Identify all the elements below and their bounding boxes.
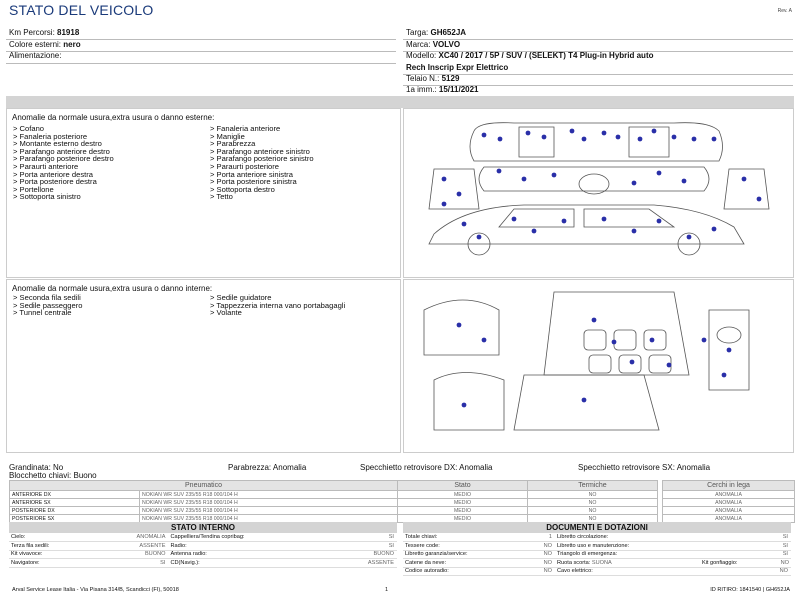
- table-cell: MEDIO: [398, 507, 528, 515]
- table-cell: Cavo elettrico:: [555, 567, 700, 576]
- damage-marker: [630, 360, 635, 365]
- table-cell: NO: [530, 550, 555, 559]
- table-cell: NO: [700, 567, 791, 576]
- telaio-field: Telaio N.: 5129: [406, 74, 460, 83]
- table-cell: ASSENTE: [332, 559, 397, 568]
- column-header: Stato: [398, 481, 528, 491]
- table-cell: SI: [97, 559, 168, 568]
- list-item: > Paraurti anteriore: [13, 161, 79, 171]
- table-cell: NO: [528, 515, 658, 523]
- table-cell: MEDIO: [398, 515, 528, 523]
- list-item: > Cofano: [13, 124, 45, 133]
- damage-points: [442, 129, 762, 240]
- table-cell: SI: [700, 550, 791, 559]
- immatricolazione-field: 1a imm.: 15/11/2021: [406, 85, 479, 94]
- damage-marker: [462, 222, 467, 227]
- table-cell: NOKIAN WR SUV 235/55 R18 000/104 H: [140, 499, 398, 507]
- table-cell: MEDIO: [398, 499, 528, 507]
- list-item: > Parabrezza: [210, 139, 256, 149]
- list-item: > Parafango posteriore destro: [13, 154, 114, 164]
- table-cell: ANOMALIA: [663, 491, 795, 499]
- damage-marker: [532, 229, 537, 234]
- damage-marker: [582, 137, 587, 142]
- damage-marker: [552, 173, 557, 178]
- table-cell: SI: [700, 542, 791, 551]
- damage-marker: [442, 177, 447, 182]
- list-item: > Porta anteriore sinistra: [210, 169, 293, 179]
- specchietto-dx: Specchietto retrovisore DX: Anomalia: [360, 463, 493, 472]
- footer-page: 1: [385, 587, 389, 593]
- damage-marker: [657, 171, 662, 176]
- alimentazione-field: Alimentazione:: [9, 51, 62, 60]
- vehicle-info: [0, 22, 800, 94]
- table-cell: ANOMALIA: [663, 507, 795, 515]
- damage-marker: [650, 338, 655, 343]
- table-cell: Cappelliera/Tendina copribag:: [168, 533, 331, 542]
- table-cell: NO: [530, 567, 555, 576]
- damage-marker: [457, 323, 462, 328]
- table-row: [403, 567, 791, 576]
- modello-field: Modello: XC40 / 2017 / 5P / SUV / (SELEKT) T4 Plug-in Hybrid auto: [406, 51, 654, 60]
- internal-damage-panel: [6, 279, 401, 453]
- table-cell: NO: [528, 507, 658, 515]
- table-cell: SI: [700, 533, 791, 542]
- external-diagram-panel: [403, 108, 794, 278]
- damage-marker: [632, 181, 637, 186]
- blocchetto-chiavi: Blocchetto chiavi: Buono: [9, 471, 97, 480]
- damage-marker: [652, 129, 657, 134]
- damage-marker: [582, 398, 587, 403]
- interior-damage-points: [457, 318, 732, 408]
- table-cell: Kit vivavoce:: [9, 550, 97, 559]
- kit-gonfiaggio-value: NO: [780, 559, 789, 566]
- table-cell: NO: [528, 491, 658, 499]
- list-item: > Sedile passeggero: [13, 300, 83, 310]
- table-cell: ANOMALIA: [663, 499, 795, 507]
- table-cell: Radio:: [168, 542, 331, 551]
- damage-marker: [712, 227, 717, 232]
- table-header-row: [10, 481, 795, 491]
- colore-field: Colore esterni: nero: [9, 40, 81, 49]
- table-cell: Triangolo di emergenza:: [555, 550, 700, 559]
- table-cell: NO: [528, 499, 658, 507]
- internal-col1: [13, 294, 203, 317]
- table-row: [10, 499, 795, 507]
- table-cell: ANOMALIA: [97, 533, 168, 542]
- table-cell: 1: [530, 533, 555, 542]
- damage-marker: [482, 338, 487, 343]
- table-row: [9, 533, 397, 542]
- damage-marker: [672, 135, 677, 140]
- external-damage-title: Anomalie da normale usura,extra usura o danno esterne:: [12, 113, 215, 122]
- documenti-table: [403, 533, 791, 576]
- table-cell: NO: [530, 559, 555, 568]
- table-cell: Libretto uso e manutenzione:: [555, 542, 700, 551]
- section-band: [6, 96, 794, 108]
- list-item: > Tetto: [210, 192, 233, 202]
- list-item: > Parafango anteriore destro: [13, 146, 110, 156]
- list-item: > Sottoporta sinistro: [13, 192, 81, 202]
- internal-col2: [210, 294, 380, 317]
- table-cell: Cielo:: [9, 533, 97, 542]
- table-cell: Antenna radio:: [168, 550, 331, 559]
- table-cell: POSTERIORE SX: [10, 515, 140, 523]
- damage-marker: [692, 137, 697, 142]
- damage-marker: [542, 135, 547, 140]
- list-item: > Maniglie: [210, 131, 245, 141]
- list-item: > Porta posteriore sinistra: [210, 177, 297, 187]
- damage-marker: [667, 363, 672, 368]
- damage-marker: [512, 217, 517, 222]
- footer-id: ID RITIRO: 1841540 | GH652JA: [710, 587, 790, 593]
- list-item: > Parafango anteriore sinistro: [210, 146, 310, 156]
- list-item: > Sottoporta destro: [210, 184, 275, 194]
- external-damage-panel: [6, 108, 401, 278]
- stato-interno-title: STATO INTERNO: [9, 522, 397, 533]
- table-cell: ANTERIORE DX: [10, 491, 140, 499]
- damage-marker: [477, 235, 482, 240]
- table-cell: SI: [332, 533, 397, 542]
- table-row: [9, 542, 397, 551]
- damage-marker: [757, 197, 762, 202]
- external-col1: [13, 125, 203, 201]
- kit-gonfiaggio-label: Kit gonfiaggio:: [701, 559, 738, 566]
- damage-marker: [562, 219, 567, 224]
- damage-marker: [682, 179, 687, 184]
- table-cell: Navigatore:: [9, 559, 97, 568]
- table-cell: Tessere code:: [403, 542, 530, 551]
- damage-marker: [570, 129, 575, 134]
- table-cell: CD(Navig.):: [168, 559, 331, 568]
- damage-marker: [526, 131, 531, 136]
- table-cell: Totale chiavi:: [403, 533, 530, 542]
- internal-diagram-panel: [403, 279, 794, 453]
- damage-marker: [482, 133, 487, 138]
- damage-marker: [592, 318, 597, 323]
- specchietto-sx: Specchietto retrovisore SX: Anomalia: [578, 463, 711, 472]
- column-header: Cerchi in lega: [663, 481, 795, 491]
- damage-marker: [742, 177, 747, 182]
- list-item: > Porta posteriore destra: [13, 177, 97, 187]
- ruota-scorta-value: SUONA: [591, 559, 612, 566]
- damage-marker: [616, 135, 621, 140]
- table-row: [10, 491, 795, 499]
- table-cell: NOKIAN WR SUV 235/55 R18 000/104 H: [140, 491, 398, 499]
- list-item: > Tappezzeria interna vano portabagagli: [210, 300, 346, 310]
- table-row: [9, 550, 397, 559]
- damage-marker: [687, 235, 692, 240]
- damage-marker: [638, 137, 643, 142]
- parabrezza: Parabrezza: Anomalia: [228, 463, 307, 472]
- damage-marker: [612, 340, 617, 345]
- table-row: [403, 559, 791, 568]
- external-col2: [210, 125, 400, 201]
- table-row: [10, 507, 795, 515]
- table-cell: NO: [530, 542, 555, 551]
- damage-marker: [657, 219, 662, 224]
- list-item: > Parafango posteriore sinistro: [210, 154, 314, 164]
- damage-marker: [712, 137, 717, 142]
- damage-marker: [497, 169, 502, 174]
- table-cell: SI: [332, 542, 397, 551]
- table-cell: BUONO: [332, 550, 397, 559]
- table-cell: POSTERIORE DX: [10, 507, 140, 515]
- damage-marker: [522, 177, 527, 182]
- grandinata: Grandinata: No: [9, 463, 64, 472]
- documenti-title: DOCUMENTI E DOTAZIONI: [403, 522, 791, 533]
- list-item: > Fanaleria anteriore: [210, 124, 281, 133]
- damage-marker: [442, 202, 447, 207]
- damage-marker: [462, 403, 467, 408]
- damage-marker: [632, 229, 637, 234]
- damage-marker: [602, 131, 607, 136]
- table-cell: Codice autoradio:: [403, 567, 530, 576]
- internal-damage-title: Anomalie da normale usura,extra usura o danno interne:: [12, 284, 213, 293]
- marca-field: Marca: VOLVO: [406, 40, 461, 49]
- table-cell: ANTERIORE SX: [10, 499, 140, 507]
- table-cell: Libretto circolazione:: [555, 533, 700, 542]
- list-item: > Portellone: [13, 184, 54, 194]
- list-item: > Sedile guidatore: [210, 293, 272, 302]
- stato-interno-table: [9, 533, 397, 568]
- damage-marker: [727, 348, 732, 353]
- list-item: > Paraurti posteriore: [210, 161, 280, 171]
- car-interior-diagram: [404, 280, 793, 452]
- km-field: Km Percorsi: 81918: [9, 28, 80, 37]
- table-cell: BUONO: [97, 550, 168, 559]
- tyres-table: [9, 480, 795, 523]
- targa-field: Targa: GH652JA: [406, 28, 467, 37]
- table-row: [403, 542, 791, 551]
- page-title: STATO DEL VEICOLO: [9, 2, 154, 18]
- revision-label: Rev. A: [777, 8, 792, 14]
- table-cell: MEDIO: [398, 491, 528, 499]
- modello-line2: Rech Inscrip Expr Elettrico: [406, 63, 509, 72]
- table-cell: NOKIAN WR SUV 235/55 R18 000/104 H: [140, 515, 398, 523]
- table-row: [9, 559, 397, 568]
- table-row: [403, 533, 791, 542]
- damage-marker: [457, 192, 462, 197]
- footer-company: Arval Service Lease Italia - Via Pisana 314/B, Scandicci (FI), 50018: [12, 587, 179, 593]
- list-item: > Tunnel centrale: [13, 308, 72, 318]
- table-cell: Terza fila sedili:: [9, 542, 97, 551]
- table-cell: Catene da neve:: [403, 559, 530, 568]
- table-cell: ANOMALIA: [663, 515, 795, 523]
- table-cell: NOKIAN WR SUV 235/55 R18 000/104 H: [140, 507, 398, 515]
- list-item: > Seconda fila sedili: [13, 293, 81, 302]
- table-cell: Libretto garanzia/service:: [403, 550, 530, 559]
- list-item: > Montante esterno destro: [13, 139, 102, 149]
- table-cell: Ruota scorta:: [557, 559, 591, 566]
- list-item: > Fanaleria posteriore: [13, 131, 88, 141]
- damage-marker: [602, 217, 607, 222]
- damage-marker: [702, 338, 707, 343]
- table-cell: ASSENTE: [97, 542, 168, 551]
- car-exterior-diagram: [404, 109, 793, 277]
- table-row: [403, 550, 791, 559]
- damage-marker: [722, 373, 727, 378]
- column-header: Termiche: [528, 481, 658, 491]
- list-item: > Porta anteriore destra: [13, 169, 93, 179]
- list-item: > Volante: [210, 308, 242, 318]
- damage-marker: [498, 137, 503, 142]
- column-header: Pneumatico: [10, 481, 398, 491]
